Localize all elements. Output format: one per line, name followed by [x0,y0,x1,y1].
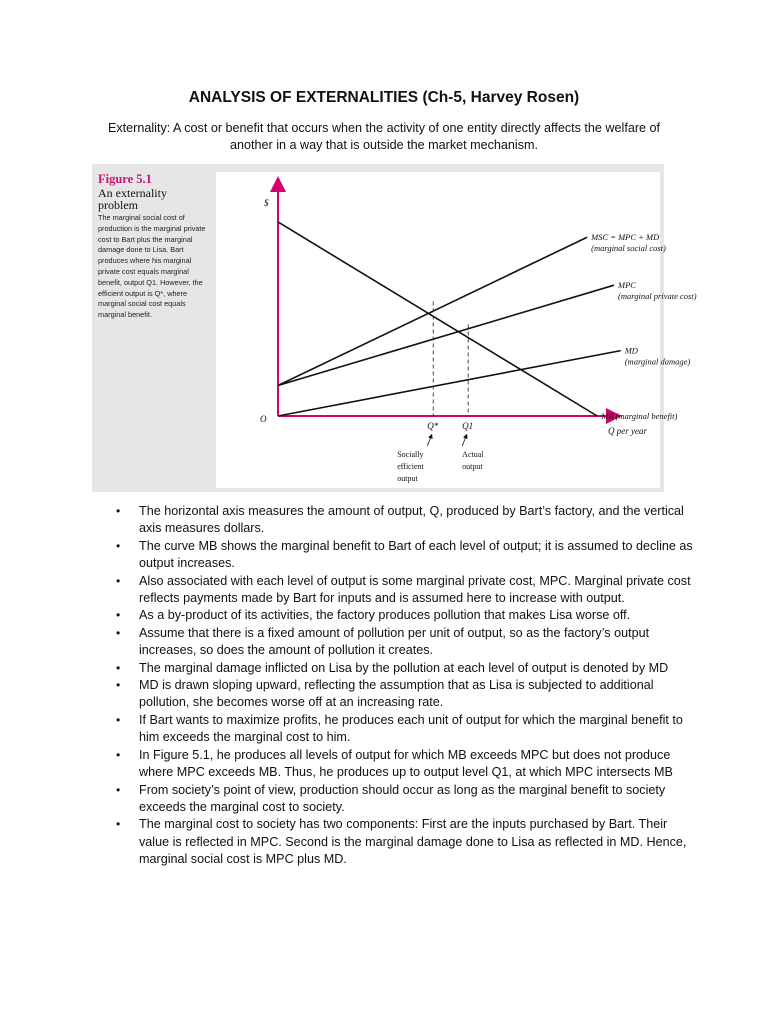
figure-label: Figure 5.1 [98,172,152,186]
q1-tick-label: Q1 [462,421,474,431]
bullet-list [114,503,694,869]
mb-curve-label: MB (marginal benefit) [601,411,678,421]
bullet-item: • The marginal damage inflicted on Lisa by the pollution at each level of output is denoted by MD [114,660,694,677]
origin-label: O [260,414,267,424]
figure-heading: An externality problem [98,186,167,212]
bullet-item: • Also associated with each level of output is some marginal private cost, MPC. Marginal private cost reflects payments made by Bart for inputs and is assumed here to increase with output. [114,573,694,608]
q-star-pointer-arrow [427,436,431,446]
figure-5-1 [92,164,697,492]
md-curve-sublabel: (marginal damage) [624,356,691,367]
externality-definition: Externality: A cost or benefit that occurs when the activity of one entity directly affects the welfare of another in a way that is outside the market mechanism. [107,121,661,152]
q1-pointer-arrow [462,436,466,446]
bullet-item: • The curve MB shows the marginal benefit to Bart of each level of output; it is assumed to decline as output increases. [114,538,694,573]
bullet-item: • In Figure 5.1, he produces all levels of output for which MB exceeds MPC but does not produce where MPC exceeds MB. Thus, he produces up to output level Q1, at which MPC intersects MB [114,747,694,782]
bullet-item: • From society’s point of view, production should occur as long as the marginal benefit to society exceeds the marginal cost to society. [114,782,694,817]
md-curve-label: MD [624,345,638,356]
bullet-item: • The horizontal axis measures the amount of output, Q, produced by Bart’s factory, and the vertical axis measures dollars. [114,503,694,538]
bullet-item: • The marginal cost to society has two components: First are the inputs purchased by Bart. Their value is reflected in MPC. Second is the marginal damage done to Lisa as reflected in MD. Hence, marginal social cost is MPC plus MD. [114,816,694,868]
markers-group [397,302,484,483]
curves-group [278,222,697,421]
bullet-item: • Assume that there is a fixed amount of pollution per unit of output, so as the factory’s output increases, so does the amount of pollution it creates. [114,625,694,660]
bullet-item: • As a by-product of its activities, the factory produces pollution that makes Lisa worse off. [114,607,694,624]
q-star-tick-label: Q* [427,421,439,431]
figure-caption: The marginal social cost of production is the marginal private cost to Bart plus the marginal damage done to Lisa. Bart produces where his marginal private cost equals marginal benefit, output Q1. However, the efficient output is Q*, where marginal social cost equals marginal benefit. [98,213,206,320]
x-axis-label: Q per year [608,426,647,436]
figure-text-panel [98,172,208,321]
q1-annotation: Actual output [462,450,484,471]
q-star-annotation: Socially efficient output [397,450,424,483]
mpc-curve-sublabel: (marginal private cost) [618,291,697,302]
mb-curve [278,222,597,416]
msc-curve-label: MSC = MPC + MD [591,232,660,243]
chart-area [216,172,697,488]
mpc-curve [278,285,614,385]
y-axis-label: $ [264,198,269,208]
externality-chart [216,172,697,488]
bullet-item: • If Bart wants to maximize profits, he produces each unit of output for which the marginal benefit to him exceeds the marginal cost to him. [114,712,694,747]
bullet-item: • MD is drawn sloping upward, reflecting the assumption that as Lisa is subjected to additional pollution, she becomes worse off at an increasing rate. [114,677,694,712]
mpc-curve-label: MPC [618,280,636,291]
msc-curve [278,237,587,385]
msc-curve-sublabel: (marginal social cost) [591,243,666,254]
document-title: ANALYSIS OF EXTERNALITIES (Ch-5, Harvey Rosen) [188,89,580,106]
